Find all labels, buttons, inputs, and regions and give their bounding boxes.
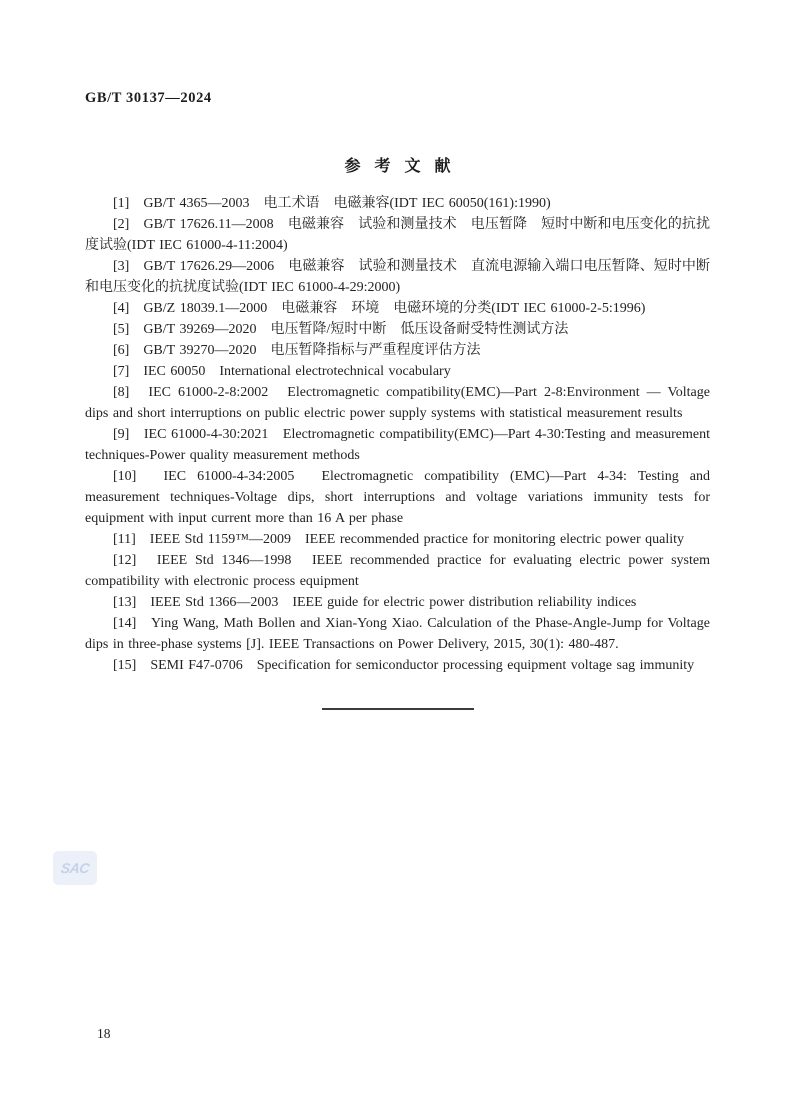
reference-item: [8] IEC 61000-2-8:2002 Electromagnetic compatibility(EMC)—Part 2-8:Environment — Voltage dips and short interruptions on public electric power supply systems with statistical measurement results [85,385,710,421]
reference-item: [7] IEC 60050 International electrotechnical vocabulary [113,364,451,379]
reference-item: [11] IEEE Std 1159™—2009 IEEE recommended practice for monitoring electric power quality [113,532,685,547]
reference-item: [5] GB/T 39269—2020 电压暂降/短时中断 低压设备耐受特性测试方法 [113,322,569,337]
reference-item: [13] IEEE Std 1366—2003 IEEE guide for electric power distribution reliability indices [113,595,637,610]
reference-item: [15] SEMI F47-0706 Specification for semiconductor processing equipment voltage sag immunity [113,658,695,673]
reference-item: [10] IEC 61000-4-34:2005 Electromagnetic compatibility (EMC)—Part 4-34: Testing and measurement techniques-Voltage dips, short interruptions and voltage variations immunity tests for equipment with input current more than 16 A per phase [85,469,710,526]
end-of-document-rule [322,708,474,710]
reference-item: [2] GB/T 17626.11—2008 电磁兼容 试验和测量技术 电压暂降 短时中断和电压变化的抗扰度试验(IDT IEC 61000-4-11:2004) [85,217,710,253]
reference-item: [9] IEC 61000-4-30:2021 Electromagnetic compatibility(EMC)—Part 4-30:Testing and measurement techniques-Power quality measurement methods [85,427,710,463]
reference-item: [4] GB/Z 18039.1—2000 电磁兼容 环境 电磁环境的分类(IDT IEC 61000-2-5:1996) [113,301,646,316]
reference-item: [14] Ying Wang, Math Bollen and Xian-Yong Xiao. Calculation of the Phase-Angle-Jump for Voltage dips in three-phase systems [J]. IEEE Transactions on Power Delivery, 2015, 30(1): 480-487. [85,616,710,652]
sac-watermark-logo [53,851,97,885]
page-number: 18 [97,1026,111,1041]
reference-item: [1] GB/T 4365—2003 电工术语 电磁兼容(IDT IEC 60050(161):1990) [113,196,551,211]
reference-item: [12] IEEE Std 1346—1998 IEEE recommended practice for evaluating electric power system compatibility with electronic process equipment [85,553,710,589]
reference-item: [6] GB/T 39270—2020 电压暂降指标与严重程度评估方法 [113,343,481,358]
references-list [85,193,710,676]
reference-item: [3] GB/T 17626.29—2006 电磁兼容 试验和测量技术 直流电源输入端口电压暂降、短时中断和电压变化的抗扰度试验(IDT IEC 61000-4-29:2000) [85,259,710,295]
references-title: 参 考 文 献 [344,158,451,175]
standard-code-header: GB/T 30137—2024 [85,90,212,106]
sac-watermark-text: SAC [59,860,91,876]
